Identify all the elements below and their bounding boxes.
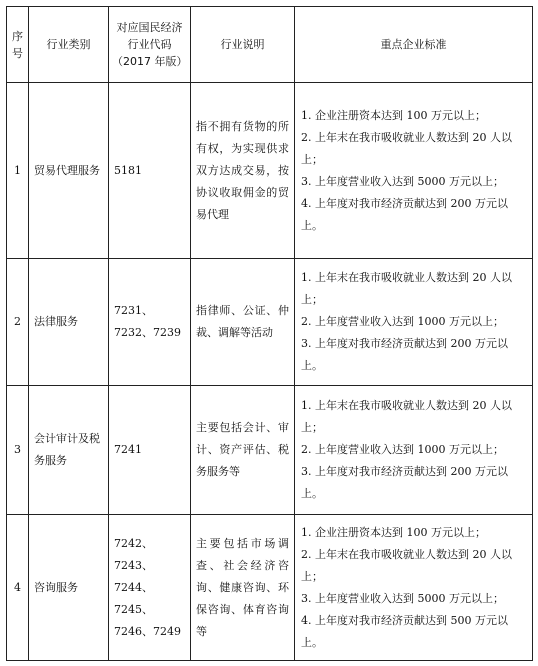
row-standards	[295, 259, 533, 386]
row-index: 2	[7, 259, 29, 386]
standard-item: 1. 上年末在我市吸收就业人数达到 20 人以上；	[301, 399, 512, 434]
standard-item: 4. 上年度对我市经济贡献达到 500 万元以上。	[301, 613, 508, 649]
row-code: 7231、7232、7239	[109, 259, 191, 386]
standard-item: 2. 上年末在我市吸收就业人数达到 20 人以上；	[301, 547, 512, 583]
row-index: 3	[7, 386, 29, 515]
row-category: 会计审计及税务服务	[29, 386, 109, 515]
table-row	[7, 259, 533, 386]
table-row	[7, 386, 533, 515]
standard-item: 3. 上年度对我市经济贡献达到 200 万元以上。	[301, 465, 508, 500]
standard-item: 4. 上年度对我市经济贡献达到 200 万元以上。	[301, 196, 508, 232]
row-standards	[295, 386, 533, 515]
row-description: 指律师、公证、仲裁、调解等活动	[191, 259, 295, 386]
table-row	[7, 83, 533, 259]
row-standards	[295, 515, 533, 661]
standard-item: 2. 上年度营业收入达到 1000 万元以上；	[301, 443, 504, 456]
table-row	[7, 515, 533, 661]
row-index: 1	[7, 83, 29, 259]
row-category: 咨询服务	[29, 515, 109, 661]
standard-item: 2. 上年末在我市吸收就业人数达到 20 人以上；	[301, 130, 512, 166]
standard-item: 3. 上年度营业收入达到 5000 万元以上；	[301, 591, 504, 605]
table-header-row	[7, 7, 533, 83]
row-category: 贸易代理服务	[29, 83, 109, 259]
row-code: 5181	[109, 83, 191, 259]
standard-item: 1. 企业注册资本达到 100 万元以上；	[301, 525, 486, 539]
header-index: 序号	[7, 7, 29, 83]
row-index: 4	[7, 515, 29, 661]
enterprise-standards-table	[6, 6, 533, 661]
header-description: 行业说明	[191, 7, 295, 83]
row-description: 主要包括会计、审计、资产评估、税务服务等	[191, 386, 295, 515]
header-standard: 重点企业标准	[295, 7, 533, 83]
row-description: 指不拥有货物的所有权，为实现供求双方达成交易，按协议收取佣金的贸易代理	[191, 83, 295, 259]
row-code: 7242、7243、7244、7245、7246、7249	[109, 515, 191, 661]
header-code: 对应国民经济行业代码（2017 年版）	[109, 7, 191, 83]
standard-item: 1. 企业注册资本达到 100 万元以上；	[301, 108, 486, 122]
row-description: 主要包括市场调查、社会经济咨询、健康咨询、环保咨询、体育咨询等	[191, 515, 295, 661]
row-code: 7241	[109, 386, 191, 515]
standard-item: 3. 上年度营业收入达到 5000 万元以上；	[301, 174, 504, 188]
standard-item: 3. 上年度对我市经济贡献达到 200 万元以上。	[301, 337, 508, 372]
standard-item: 2. 上年度营业收入达到 1000 万元以上；	[301, 315, 504, 328]
standard-item: 1. 上年末在我市吸收就业人数达到 20 人以上；	[301, 271, 512, 306]
row-category: 法律服务	[29, 259, 109, 386]
header-category: 行业类别	[29, 7, 109, 83]
row-standards	[295, 83, 533, 259]
